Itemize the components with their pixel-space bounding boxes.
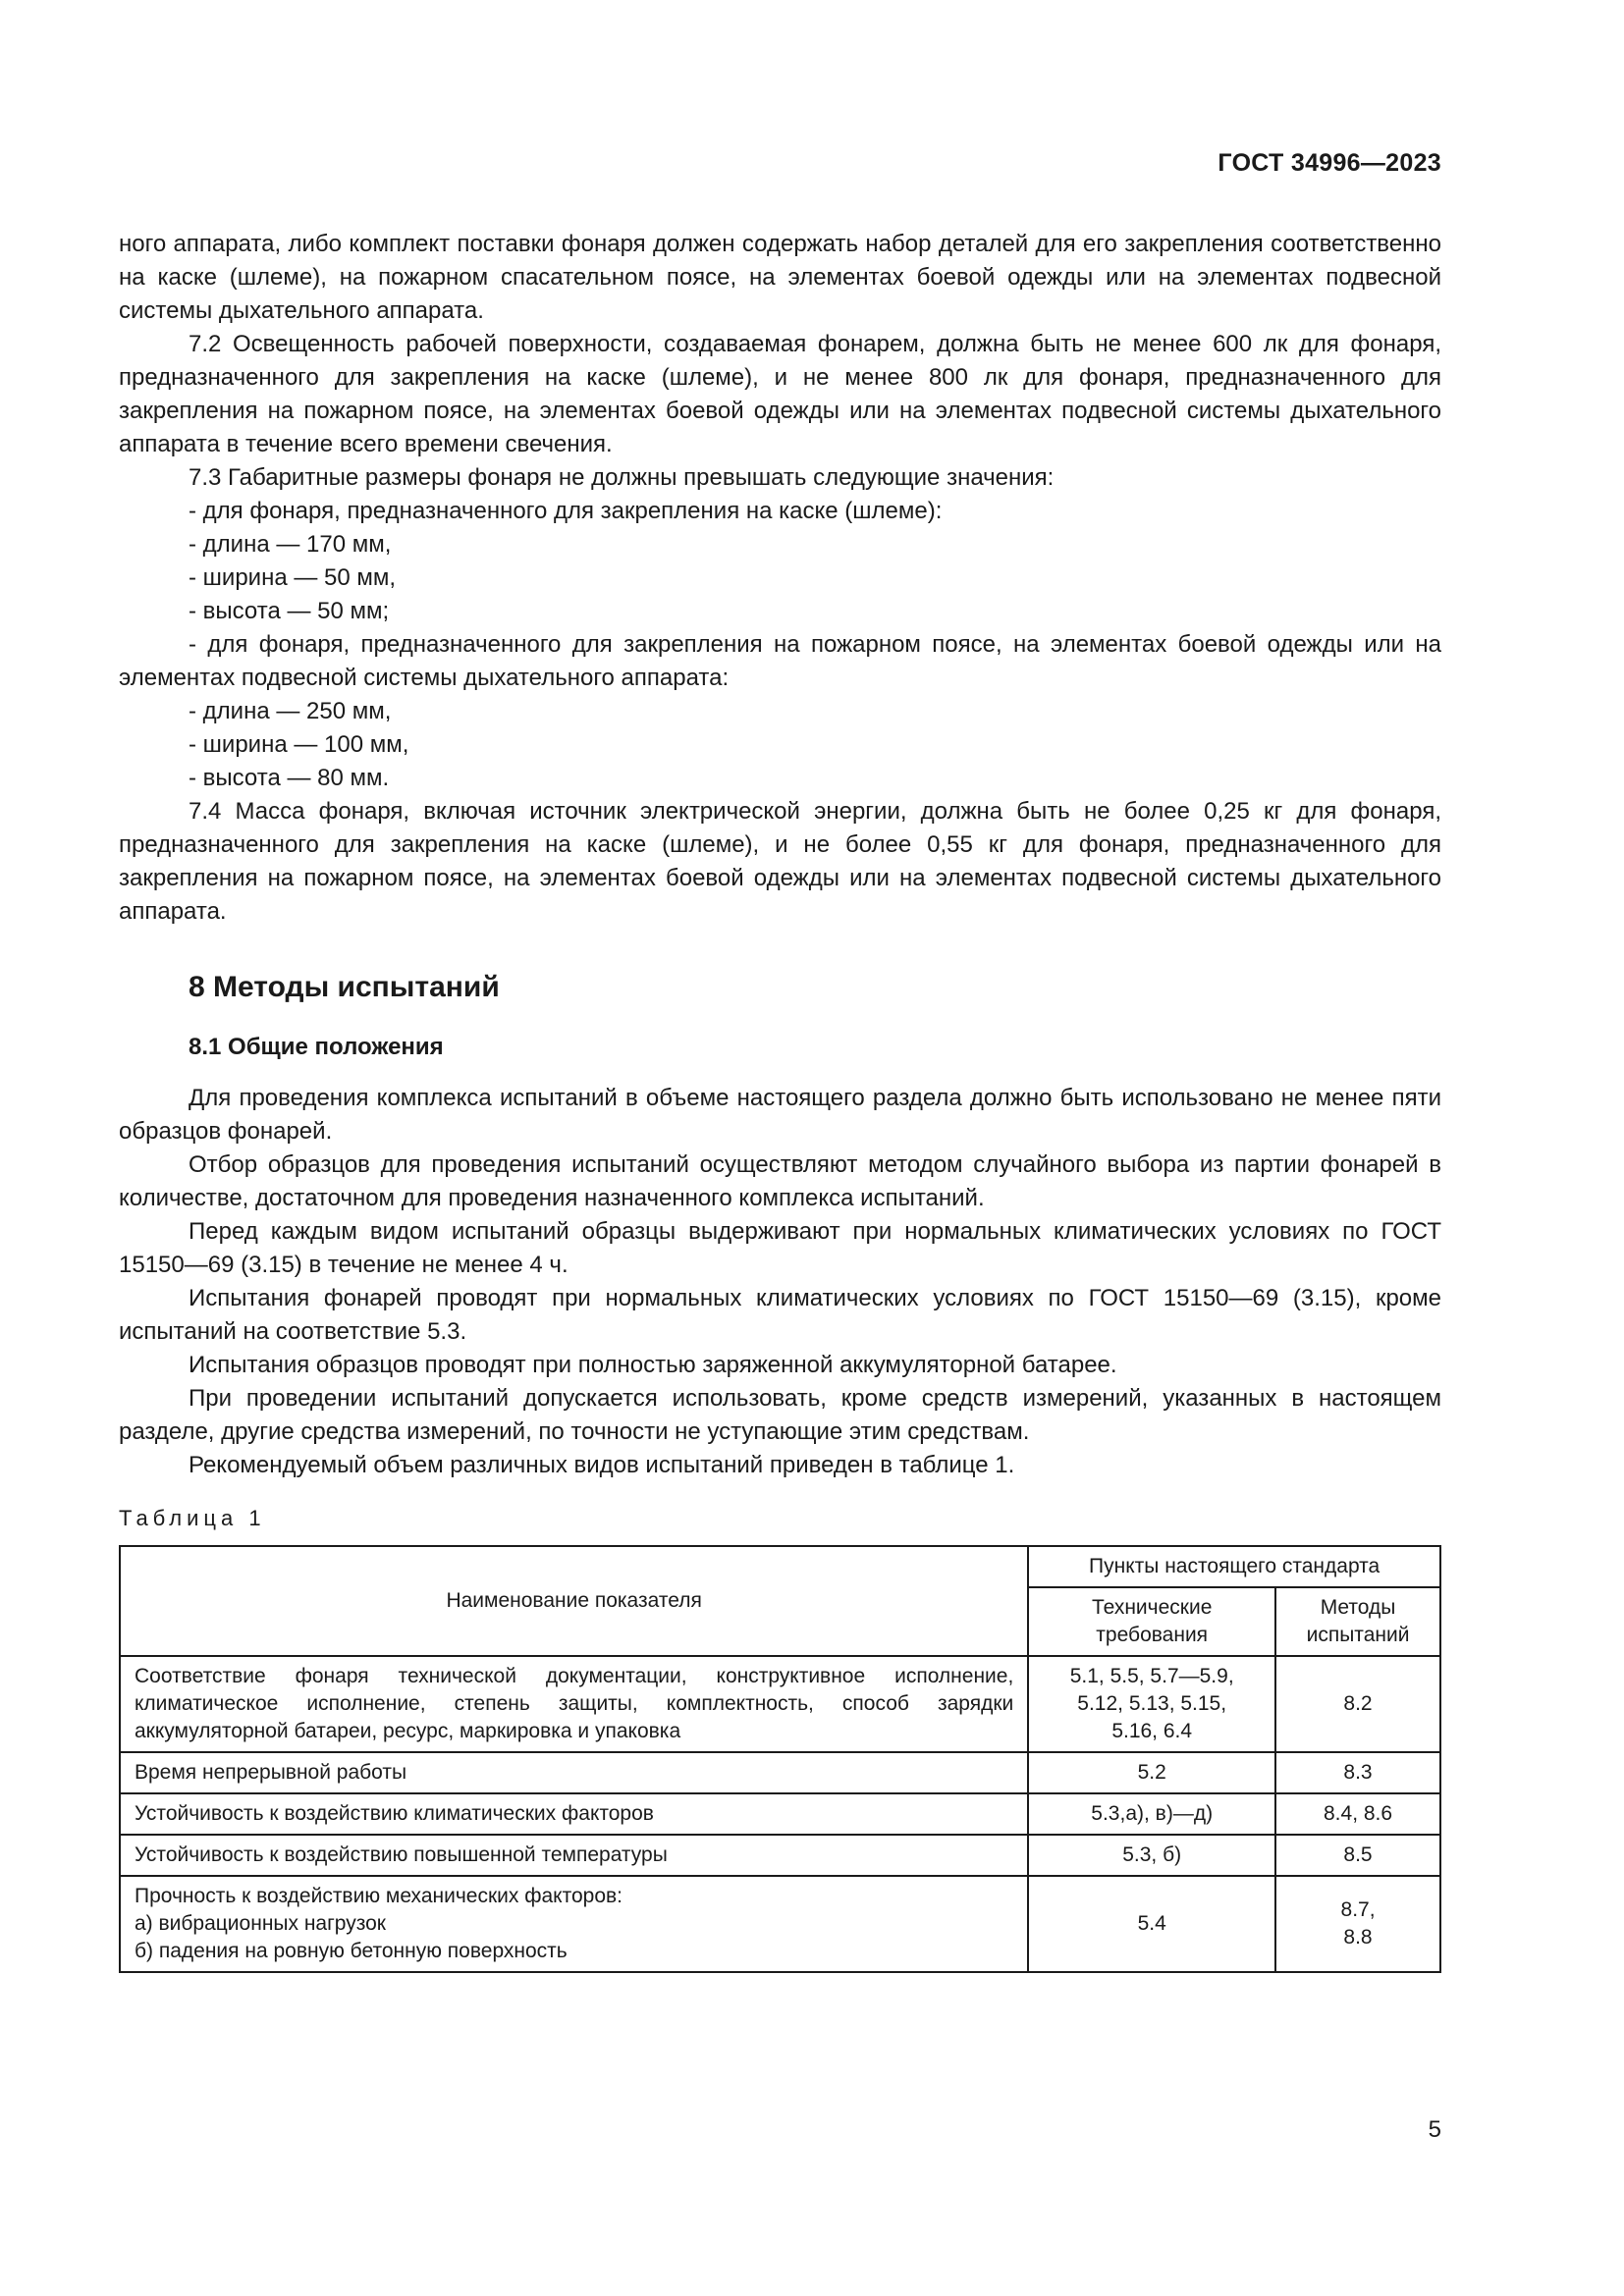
section-8-heading: 8 Методы испытаний	[189, 971, 500, 1003]
table-body	[120, 1656, 1440, 1972]
table-cell-methods-line: 8.8	[1343, 1926, 1373, 1949]
paragraph-7-4: 7.4 Масса фонаря, включая источник электрической энергии, должна быть не более 0,25 кг для фонаря, предназначенного для закрепления на каске (шлеме), и не более 0,55 кг для фонаря, предназначенного для закрепления на пожарном поясе, на элементах боевой одежды или на элементах подвесной системы дыхательного аппарата.	[119, 798, 1441, 925]
table-header-name: Наименование показателя	[120, 1546, 1028, 1656]
table-cell-methods-line: 8.7,	[1340, 1898, 1376, 1921]
belt-dimension-height: - высота — 80 мм.	[189, 765, 390, 791]
table-cell-requirements	[1028, 1835, 1275, 1876]
table-cell-methods	[1275, 1835, 1440, 1876]
helmet-dimension-length: - длина — 170 мм,	[189, 531, 392, 558]
table-cell-methods-line: 8.4, 8.6	[1324, 1802, 1393, 1825]
section-8-paragraph: Испытания фонарей проводят при нормальных климатических условиях по ГОСТ 15150—69 (3.15), кроме испытаний на соответствие 5.3.	[119, 1285, 1441, 1345]
table-cell-requirements-line: 5.16, 6.4	[1111, 1720, 1193, 1742]
table-cell-methods-line: 8.2	[1343, 1692, 1373, 1715]
table-cell-methods-line: 8.5	[1343, 1843, 1373, 1866]
table-header-methods: Методы испытаний	[1275, 1587, 1440, 1656]
table-cell-requirements	[1028, 1752, 1275, 1793]
table-row	[120, 1793, 1440, 1835]
table-cell-methods-line: 8.3	[1343, 1761, 1373, 1784]
table-cell-name-line: Соответствие фонаря технической документации, конструктивное исполнение, климатическое исполнение, степень защиты, комплектность, способ зарядки аккумуляторной батареи, ресурс, маркировка и упаковка	[135, 1665, 1014, 1742]
table-cell-name-line: Время непрерывной работы	[135, 1761, 407, 1784]
page-number: 5	[1428, 2116, 1441, 2143]
table-header-group: Пункты настоящего стандарта	[1028, 1546, 1440, 1587]
table-cell-name	[120, 1835, 1028, 1876]
table-cell-name-line: Устойчивость к воздействию повышенной температуры	[135, 1843, 668, 1866]
table-cell-name-line: Устойчивость к воздействию климатических факторов	[135, 1802, 654, 1825]
belt-dimensions-intro: - для фонаря, предназначенного для закрепления на пожарном поясе, на элементах боевой одежды или на элементах подвесной системы дыхательного аппарата:	[119, 631, 1441, 691]
belt-dimension-width: - ширина — 100 мм,	[189, 731, 409, 758]
document-header-id: ГОСТ 34996—2023	[1218, 149, 1441, 177]
table-row	[120, 1656, 1440, 1752]
table-cell-name-line: а) вибрационных нагрузок	[135, 1912, 386, 1935]
table-cell-methods	[1275, 1876, 1440, 1972]
table-cell-requirements-line: 5.4	[1137, 1912, 1166, 1935]
table-header-requirements: Технические требования	[1028, 1587, 1275, 1656]
section-8-paragraph: При проведении испытаний допускается использовать, кроме средств измерений, указанных в настоящем разделе, другие средства измерений, по точности не уступающие этим средствам.	[119, 1385, 1441, 1445]
table-caption: Таблица 1	[119, 1506, 266, 1530]
table-row	[120, 1876, 1440, 1972]
table-cell-name-line: Прочность к воздействию механических факторов:	[135, 1885, 623, 1907]
table-cell-requirements-line: 5.3,а), в)—д)	[1091, 1802, 1214, 1825]
table-cell-name	[120, 1876, 1028, 1972]
table-cell-methods	[1275, 1656, 1440, 1752]
table-row	[120, 1835, 1440, 1876]
table-cell-requirements-line: 5.2	[1137, 1761, 1166, 1784]
table-cell-name	[120, 1752, 1028, 1793]
section-8-paragraph: Для проведения комплекса испытаний в объеме настоящего раздела должно быть использовано не менее пяти образцов фонарей.	[119, 1085, 1441, 1145]
table-cell-name	[120, 1656, 1028, 1752]
section-8-paragraph: Испытания образцов проводят при полностью заряженной аккумуляторной батарее.	[189, 1352, 1117, 1378]
helmet-dimensions-intro: - для фонаря, предназначенного для закрепления на каске (шлеме):	[189, 498, 943, 524]
table-cell-requirements	[1028, 1876, 1275, 1972]
page-content	[119, 228, 1441, 1973]
table-cell-requirements-line: 5.3, б)	[1122, 1843, 1182, 1866]
section-8-paragraph: Отбор образцов для проведения испытаний осуществляют методом случайного выбора из партии фонарей в количестве, достаточном для проведения назначенного комплекса испытаний.	[119, 1151, 1441, 1211]
helmet-dimension-width: - ширина — 50 мм,	[189, 564, 397, 591]
table-cell-methods	[1275, 1752, 1440, 1793]
table-cell-methods	[1275, 1793, 1440, 1835]
table-cell-name-line: б) падения на ровную бетонную поверхность	[135, 1940, 568, 1962]
table-row	[120, 1752, 1440, 1793]
helmet-dimension-height: - высота — 50 мм;	[189, 598, 390, 624]
paragraph-7-2: 7.2 Освещенность рабочей поверхности, создаваемая фонарем, должна быть не менее 600 лк для фонаря, предназначенного для закрепления на каске (шлеме), и не менее 800 лк для фонаря, предназначенного для закрепления на пожарном поясе, на элементах боевой одежды или на элементах подвесной системы дыхательного аппарата в течение всего времени свечения.	[119, 331, 1441, 457]
section-8-1-heading: 8.1 Общие положения	[189, 1034, 444, 1060]
section-8-paragraph: Рекомендуемый объем различных видов испытаний приведен в таблице 1.	[189, 1452, 1015, 1478]
table-cell-name	[120, 1793, 1028, 1835]
table-cell-requirements	[1028, 1656, 1275, 1752]
table-cell-requirements-line: 5.1, 5.5, 5.7—5.9,	[1069, 1665, 1234, 1687]
intro-paragraph: ного аппарата, либо комплект поставки фонаря должен содержать набор деталей для его закрепления соответственно на каске (шлеме), на пожарном спасательном поясе, на элементах боевой одежды или на элементах подвесной системы дыхательного аппарата.	[119, 231, 1441, 324]
paragraph-7-3: 7.3 Габаритные размеры фонаря не должны превышать следующие значения:	[189, 464, 1055, 491]
section-8-paragraph: Перед каждым видом испытаний образцы выдерживают при нормальных климатических условиях по ГОСТ 15150—69 (3.15) в течение не менее 4 ч.	[119, 1218, 1441, 1278]
table-cell-requirements	[1028, 1793, 1275, 1835]
table-cell-requirements-line: 5.12, 5.13, 5.15,	[1077, 1692, 1227, 1715]
belt-dimension-length: - длина — 250 мм,	[189, 698, 392, 724]
tests-table	[119, 1545, 1441, 1973]
